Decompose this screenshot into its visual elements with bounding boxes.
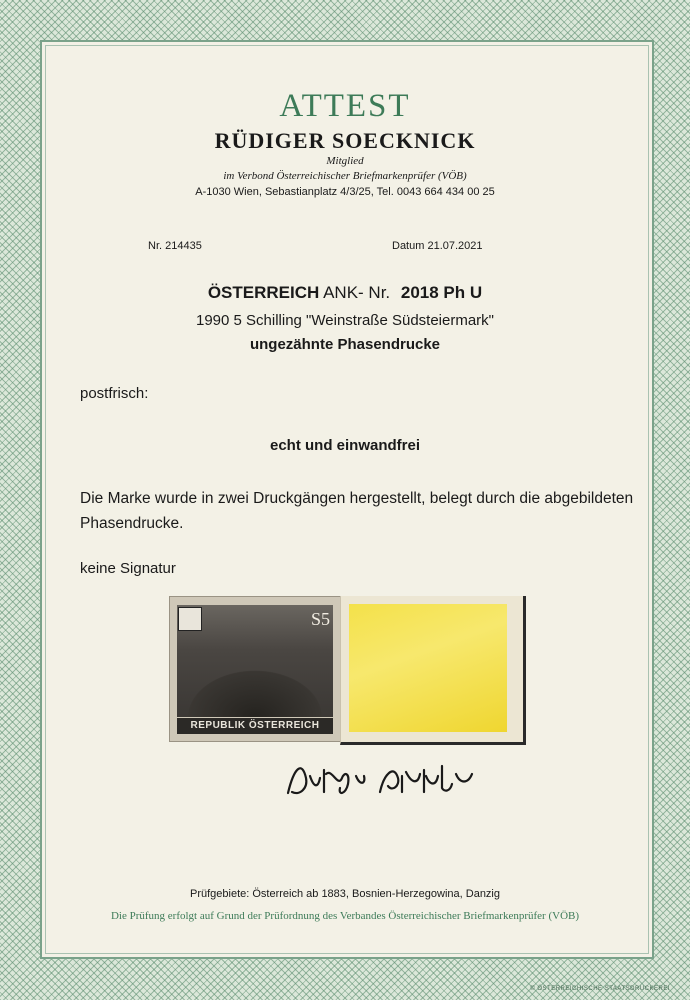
condition-label: postfrisch: [80, 385, 149, 402]
stamp-issue: 1990 5 Schilling "Weinstraße Südsteiermark" [195, 312, 494, 329]
pruefgebiete: Prüfgebiete: Österreich ab 1883, Bosnien-Herzegowina, Danzig [189, 888, 500, 900]
stamp-variety: ungezähnte Phasendrucke [249, 336, 441, 353]
country: ÖSTERREICH [207, 283, 320, 302]
stamp-hill [177, 663, 333, 717]
stamp-yellow-fill [349, 604, 507, 732]
printer-imprint: © ÖSTERREICHISCHE STAATSDRUCKEREI [530, 986, 670, 992]
handwritten-signature [280, 748, 490, 808]
stamp-black-phase [169, 596, 341, 742]
attest-title: ATTEST [279, 88, 411, 124]
verband-line: im Verbond Österreichischer Briefmarkenprüfer (VÖB) [223, 170, 467, 182]
examiner-name: RÜDIGER SOECKNICK [214, 128, 476, 153]
certificate-date: Datum 21.07.2021 [392, 240, 483, 252]
ank-number: 2018 Ph U [400, 283, 483, 302]
description: Die Marke wurde in zwei Druckgängen hergestellt, belegt durch die abgebildeten Phasendrucke. [80, 490, 634, 532]
stamp-caption: REPUBLIK ÖSTERREICH [177, 718, 333, 734]
ank-label: ANK- Nr. [323, 283, 391, 302]
stamp-emblem-icon [178, 607, 202, 631]
certificate-number: Nr. 214435 [148, 240, 202, 252]
member-label: Mitglied [326, 155, 364, 167]
stamp-identification [40, 283, 650, 303]
stamp-yellow-phase [340, 596, 526, 745]
pruefordnung-note: Die Prüfung erfolgt auf Grund der Prüfordnung des Verbandes Österreichischer Briefmarkenprüfer (VÖB) [110, 910, 580, 922]
examiner-address: A-1030 Wien, Sebastianplatz 4/3/25, Tel. 0043 664 434 00 25 [195, 186, 495, 198]
signature-note: keine Signatur [80, 560, 176, 577]
stamp-value: S5 [310, 609, 330, 629]
verdict: echt und einwandfrei [269, 437, 420, 454]
